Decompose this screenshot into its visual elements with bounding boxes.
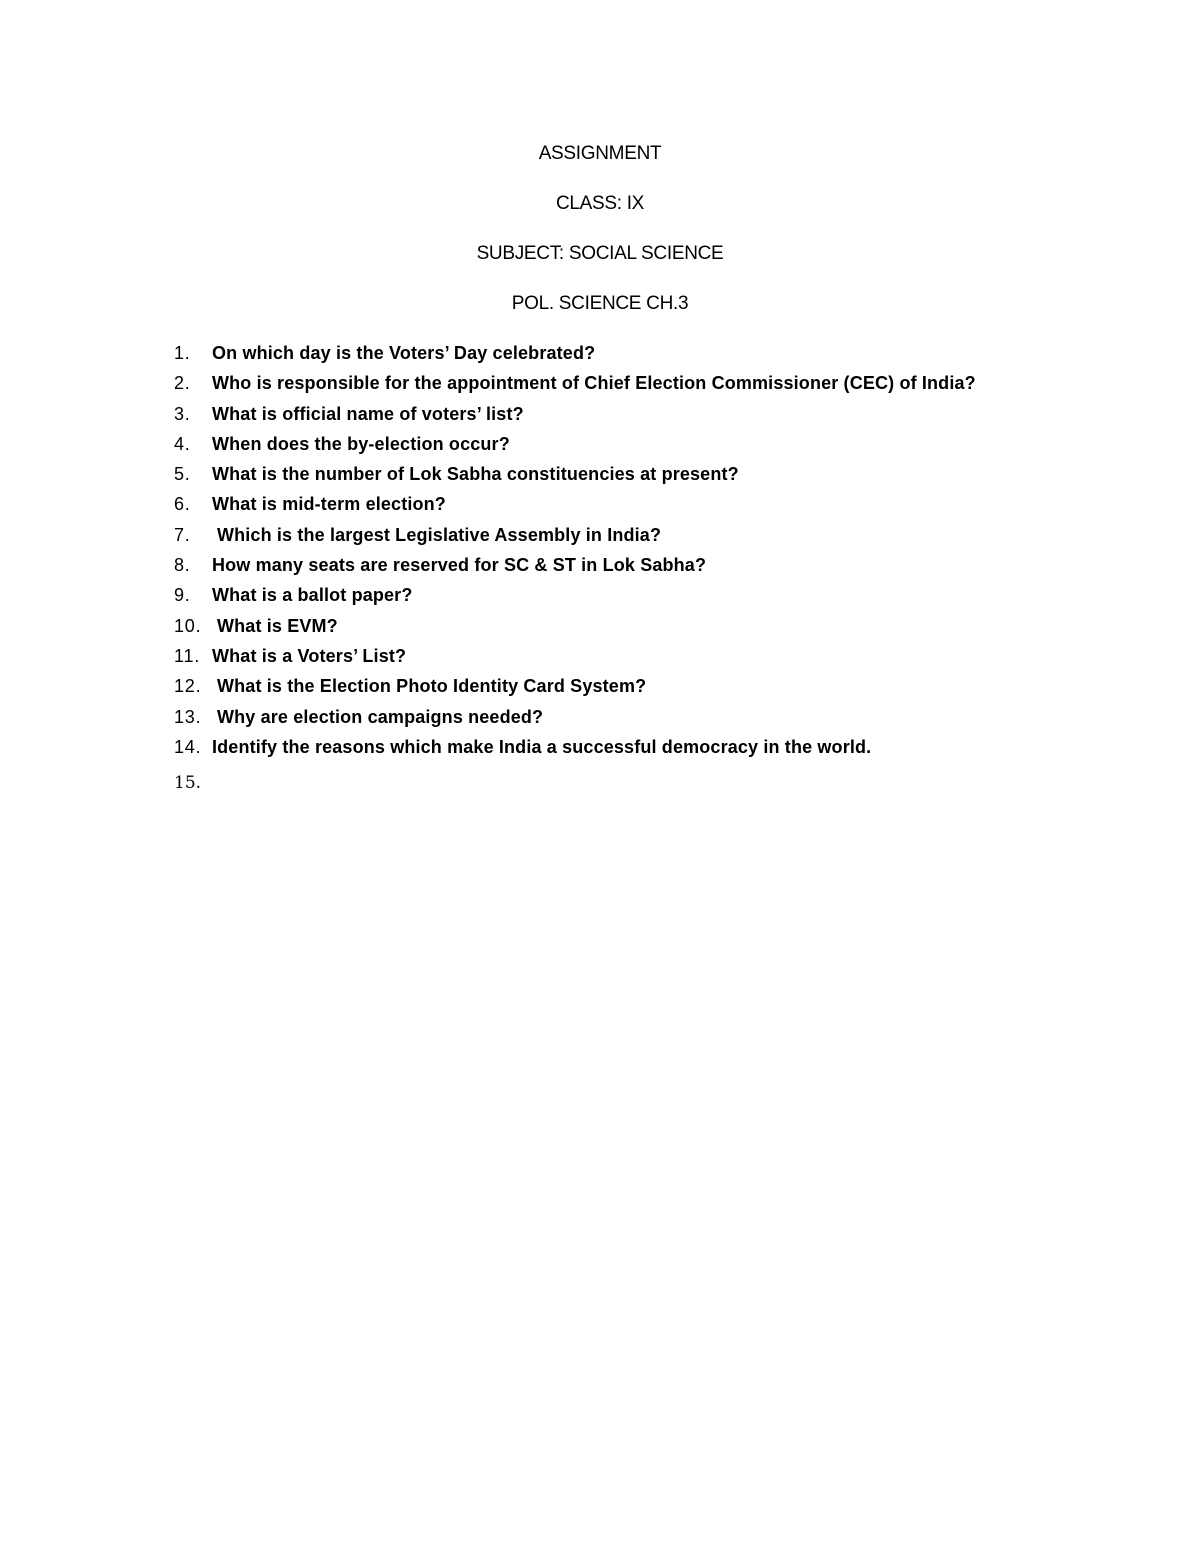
question-number: 7. — [174, 524, 191, 545]
question-item — [174, 434, 1174, 464]
question-text: Identify the reasons which make India a successful democracy in the world. — [212, 736, 872, 757]
question-number: 9. — [174, 585, 191, 606]
question-text: What is official name of voters’ list? — [212, 403, 524, 424]
question-item — [174, 464, 1174, 494]
question-number: 12. — [174, 676, 202, 697]
question-text: How many seats are reserved for SC & ST in Lok Sabha? — [212, 555, 707, 576]
question-number: 11. — [174, 645, 201, 666]
question-number: 13. — [174, 706, 202, 727]
question-number: 3. — [174, 403, 191, 424]
question-text: What is the Election Photo Identity Card System? — [217, 676, 647, 697]
question-list — [174, 343, 1174, 797]
question-number: 2. — [174, 373, 191, 394]
chapter-line: POL. SCIENCE CH.3 — [511, 293, 689, 314]
question-item — [174, 373, 1174, 403]
question-item — [174, 616, 1174, 646]
question-text: Who is responsible for the appointment of Chief Election Commissioner (CEC) of India? — [212, 373, 976, 394]
question-text: On which day is the Voters’ Day celebrated? — [212, 343, 596, 363]
question-item — [174, 737, 1174, 767]
class-line: CLASS: IX — [555, 193, 645, 214]
question-item — [174, 585, 1174, 615]
question-number: 6. — [174, 494, 191, 515]
question-item — [174, 555, 1174, 585]
question-item — [174, 525, 1174, 555]
question-item — [174, 404, 1174, 434]
question-number: 1. — [174, 343, 191, 363]
question-text: What is the number of Lok Sabha constituencies at present? — [212, 464, 739, 485]
question-item — [174, 646, 1174, 676]
question-item — [174, 343, 1174, 373]
question-number: 10. — [174, 615, 202, 636]
question-item — [174, 767, 1174, 797]
question-text: What is mid-term election? — [212, 494, 446, 515]
assignment-title: ASSIGNMENT — [538, 143, 662, 164]
question-text: Why are election campaigns needed? — [217, 706, 544, 727]
question-text: When does the by-election occur? — [212, 433, 510, 454]
question-item — [174, 676, 1174, 706]
question-item — [174, 494, 1174, 524]
question-number: 5. — [174, 464, 191, 485]
question-item — [174, 707, 1174, 737]
question-text: What is a ballot paper? — [212, 585, 413, 606]
question-number: 15. — [174, 773, 202, 794]
question-number: 4. — [174, 433, 191, 454]
subject-line: SUBJECT: SOCIAL SCIENCE — [476, 243, 724, 264]
question-text: What is a Voters’ List? — [212, 645, 407, 666]
question-text: What is EVM? — [217, 615, 338, 636]
question-number: 8. — [174, 555, 191, 576]
question-text: Which is the largest Legislative Assembly in India? — [217, 524, 662, 545]
question-number: 14. — [174, 736, 202, 757]
